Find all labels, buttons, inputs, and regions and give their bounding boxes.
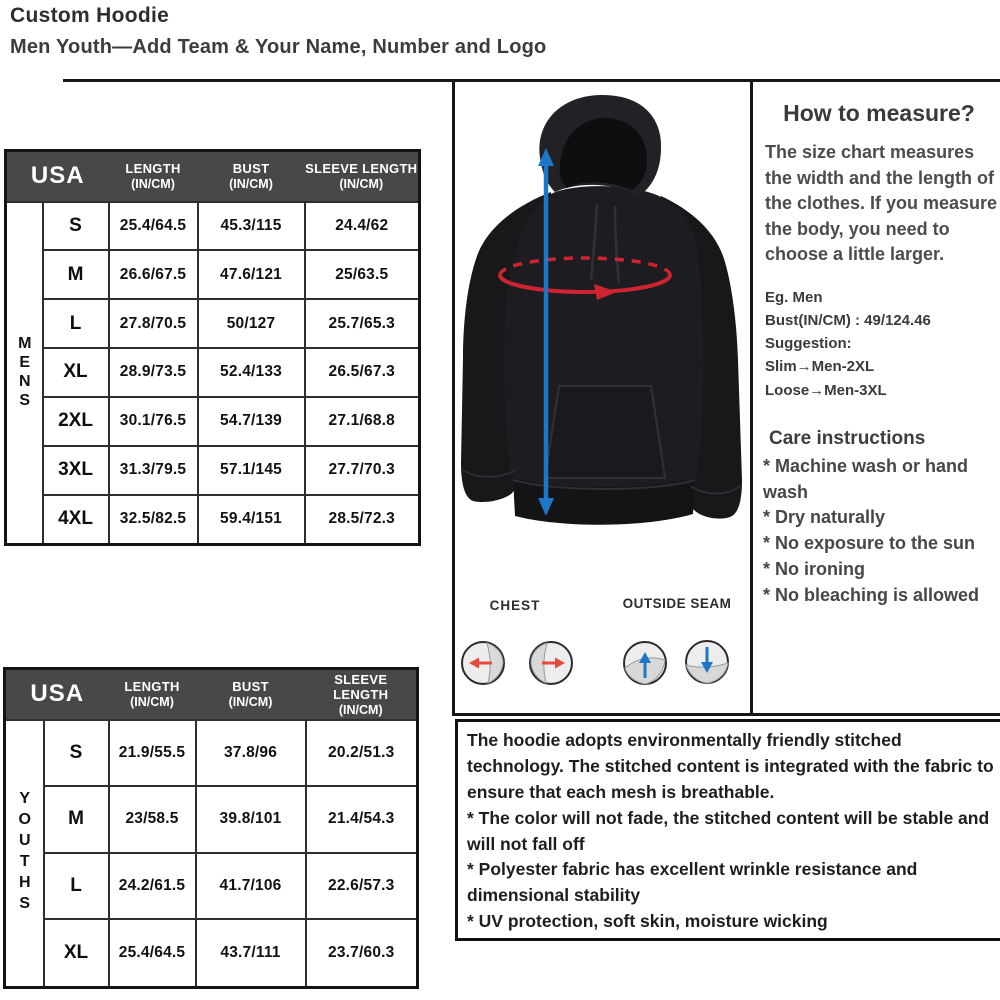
bust-value: 54.7/139 (198, 397, 305, 446)
how-to-measure-heading: How to measure? (783, 100, 975, 126)
size-label: L (43, 299, 109, 348)
outside-seam-up-arrow-icon (622, 640, 668, 686)
size-label: XL (43, 348, 109, 397)
hoodie-pocket (545, 386, 665, 478)
chest-width-left-arrow-icon (460, 640, 506, 686)
size-label: 2XL (43, 397, 109, 446)
length-value: 26.6/67.5 (109, 250, 198, 299)
youths-table-header-row (5, 669, 418, 720)
sleeve-value: 27.7/70.3 (305, 446, 420, 495)
sleeve-value: 24.4/62 (305, 202, 420, 251)
youths-bust-header: BUST (IN/CM) (196, 669, 306, 720)
sleeve-value: 25.7/65.3 (305, 299, 420, 348)
outside-seam-down-arrow-icon (684, 639, 730, 685)
bust-value: 43.7/111 (196, 919, 306, 987)
care-instructions-heading: Care instructions (769, 427, 926, 449)
sleeve-value: 21.4/54.3 (306, 786, 418, 853)
care-item: * Machine wash or hand wash (763, 455, 969, 502)
bust-value: 59.4/151 (198, 495, 305, 545)
youths-group-label: YOUTHS (5, 720, 44, 988)
chest-width-right-arrow-icon (528, 640, 574, 686)
size-label: M (44, 786, 109, 853)
middle-panel-bottom-border (452, 713, 1000, 716)
measure-description: The size chart measures the width and the length of the clothes. If you measure the body, you need to choose a little larger. (765, 142, 998, 265)
middle-panel-right-border (750, 79, 753, 716)
youths-size-table (3, 667, 419, 989)
page-title: Custom Hoodie (10, 4, 170, 27)
example-line: Suggestion: (765, 335, 852, 353)
chest-label: CHEST (489, 598, 541, 613)
care-item: * No ironing (763, 558, 865, 579)
mens-region-header: USA (6, 151, 109, 202)
sleeve-value: 25/63.5 (305, 250, 420, 299)
bust-value: 50/127 (198, 299, 305, 348)
example-line: Bust(IN/CM) : 49/124.46 (765, 311, 931, 329)
table-row (6, 348, 420, 397)
table-row (6, 250, 420, 299)
description-bullet: * Polyester fabric has excellent wrinkle resistance and dimensional stability (467, 859, 918, 906)
top-divider-line (63, 79, 1000, 82)
length-value: 28.9/73.5 (109, 348, 198, 397)
length-value: 24.2/61.5 (109, 853, 196, 920)
table-row (5, 786, 418, 853)
size-label: M (43, 250, 109, 299)
mens-length-header: LENGTH (IN/CM) (109, 151, 198, 202)
table-row (6, 299, 420, 348)
table-row (6, 446, 420, 495)
sleeve-value: 20.2/51.3 (306, 720, 418, 787)
mens-size-table (4, 149, 421, 546)
example-line: Eg. Men (765, 288, 823, 306)
bust-value: 47.6/121 (198, 250, 305, 299)
page-subtitle: Men Youth—Add Team & Your Name, Number and Logo (10, 36, 547, 58)
care-instructions-list (763, 454, 998, 608)
length-value: 30.1/76.5 (109, 397, 198, 446)
length-value: 32.5/82.5 (109, 495, 198, 545)
table-row (5, 720, 418, 787)
length-value: 25.4/64.5 (109, 202, 198, 251)
hoodie-product-image (455, 88, 750, 585)
outside-seam-label: OUTSIDE SEAM (622, 596, 732, 611)
table-row (6, 495, 420, 545)
bust-value: 37.8/96 (196, 720, 306, 787)
length-value: 21.9/55.5 (109, 720, 196, 787)
bust-value: 57.1/145 (198, 446, 305, 495)
youths-length-header: LENGTH (IN/CM) (109, 669, 196, 720)
sleeve-value: 22.6/57.3 (306, 853, 418, 920)
length-value: 27.8/70.5 (109, 299, 198, 348)
product-description-box (455, 719, 1000, 941)
example-line: Loose→Men-3XL (765, 381, 887, 399)
size-label: S (43, 202, 109, 251)
length-value: 31.3/79.5 (109, 446, 198, 495)
size-suggestion-example (765, 286, 998, 402)
sleeve-value: 27.1/68.8 (305, 397, 420, 446)
length-value: 23/58.5 (109, 786, 196, 853)
description-bullet: * UV protection, soft skin, moisture wicking (467, 911, 828, 932)
bust-value: 52.4/133 (198, 348, 305, 397)
table-row (6, 397, 420, 446)
youths-region-header: USA (5, 669, 109, 720)
bust-value: 41.7/106 (196, 853, 306, 920)
size-label: L (44, 853, 109, 920)
care-item: * No exposure to the sun (763, 533, 976, 554)
sleeve-value: 28.5/72.3 (305, 495, 420, 545)
size-label: XL (44, 919, 109, 987)
table-row (5, 919, 418, 987)
sleeve-value: 26.5/67.3 (305, 348, 420, 397)
size-label: 3XL (43, 446, 109, 495)
sleeve-value: 23.7/60.3 (306, 919, 418, 987)
mens-bust-header: BUST (IN/CM) (198, 151, 305, 202)
mens-sleeve-header: SLEEVE LENGTH (IN/CM) (305, 151, 420, 202)
how-to-measure-panel (760, 88, 998, 608)
description-bullet: * The color will not fade, the stitched content will be stable and will not fall off (467, 807, 990, 854)
length-value: 25.4/64.5 (109, 919, 196, 987)
mens-table-header-row (6, 151, 420, 202)
youths-sleeve-header: SLEEVE LENGTH (IN/CM) (306, 669, 418, 720)
example-line: Slim→Men-2XL (765, 358, 875, 376)
care-item: * Dry naturally (763, 507, 886, 528)
size-label: S (44, 720, 109, 787)
table-row (5, 853, 418, 920)
bust-value: 39.8/101 (196, 786, 306, 853)
size-label: 4XL (43, 495, 109, 545)
bust-value: 45.3/115 (198, 202, 305, 251)
description-intro: The hoodie adopts environmentally friendly stitched technology. The stitched content is integrated with the fabric to ensure that each mesh is breathable. (467, 730, 994, 802)
table-row (6, 202, 420, 251)
care-item: * No bleaching is allowed (763, 584, 980, 605)
mens-group-label: MENS (6, 202, 43, 545)
